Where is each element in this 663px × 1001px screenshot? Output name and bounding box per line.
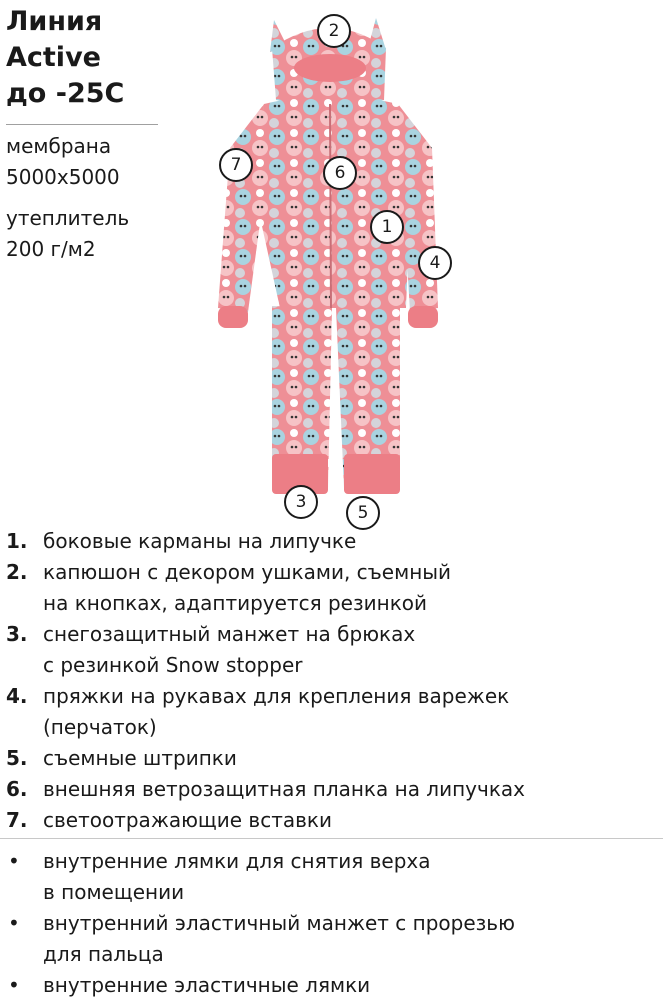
callout-marker-7: 7	[219, 148, 253, 182]
callout-marker-6: 6	[323, 156, 357, 190]
callout-marker-5: 5	[346, 496, 380, 530]
spec-insulation	[6, 203, 129, 265]
feature-text: внешняя ветрозащитная планка на липучках	[43, 777, 525, 801]
bullet-icon: •	[8, 849, 20, 873]
spec-label: мембрана	[6, 134, 112, 158]
note-text: для пальца	[43, 942, 164, 966]
title-line: до -25С	[6, 78, 125, 109]
features-list	[0, 526, 663, 836]
feature-number: 4.	[6, 684, 28, 708]
feature-text: светоотражающие вставки	[43, 808, 332, 832]
spec-value: 5000х5000	[6, 165, 120, 189]
title-line: Active	[6, 42, 101, 73]
product-line-title	[6, 4, 124, 112]
notes-divider	[0, 838, 663, 839]
note-item	[0, 846, 663, 908]
feature-number: 2.	[6, 560, 28, 584]
note-text: внутренний эластичный манжет с прорезью	[43, 911, 515, 935]
feature-item	[0, 805, 663, 836]
feature-item	[0, 774, 663, 805]
feature-text: с резинкой Snow stopper	[43, 653, 303, 677]
note-item	[0, 908, 663, 970]
callout-marker-4: 4	[418, 246, 452, 280]
spec-membrane	[6, 131, 120, 193]
note-text: внутренние эластичные лямки	[43, 973, 371, 997]
feature-item	[0, 557, 663, 619]
feature-text: съемные штрипки	[43, 746, 237, 770]
notes-list	[0, 846, 663, 1001]
title-line: Линия	[6, 6, 103, 37]
title-divider	[6, 124, 158, 125]
feature-item	[0, 743, 663, 774]
feature-text: капюшон с декором ушками, съемный	[43, 560, 452, 584]
product-figure	[200, 8, 490, 523]
note-item	[0, 970, 663, 1001]
bullet-icon: •	[8, 911, 20, 935]
feature-text: снегозащитный манжет на брюках	[43, 622, 416, 646]
feature-text: (перчаток)	[43, 715, 157, 739]
feature-number: 7.	[6, 808, 28, 832]
spec-label: утеплитель	[6, 206, 130, 230]
callout-marker-1: 1	[370, 210, 404, 244]
feature-item	[0, 681, 663, 743]
spec-value: 200 г/м2	[6, 237, 96, 261]
callout-marker-3: 3	[284, 485, 318, 519]
feature-number: 1.	[6, 529, 28, 553]
note-text: в помещении	[43, 880, 185, 904]
feature-text: боковые карманы на липучке	[43, 529, 357, 553]
feature-number: 6.	[6, 777, 28, 801]
callout-marker-2: 2	[317, 14, 351, 48]
note-text: внутренние лямки для снятия верха	[43, 849, 431, 873]
feature-item	[0, 526, 663, 557]
feature-item	[0, 619, 663, 681]
bullet-icon: •	[8, 973, 20, 997]
feature-text: на кнопках, адаптируется резинкой	[43, 591, 428, 615]
feature-text: пряжки на рукавах для крепления варежек	[43, 684, 510, 708]
feature-number: 5.	[6, 746, 28, 770]
feature-number: 3.	[6, 622, 28, 646]
